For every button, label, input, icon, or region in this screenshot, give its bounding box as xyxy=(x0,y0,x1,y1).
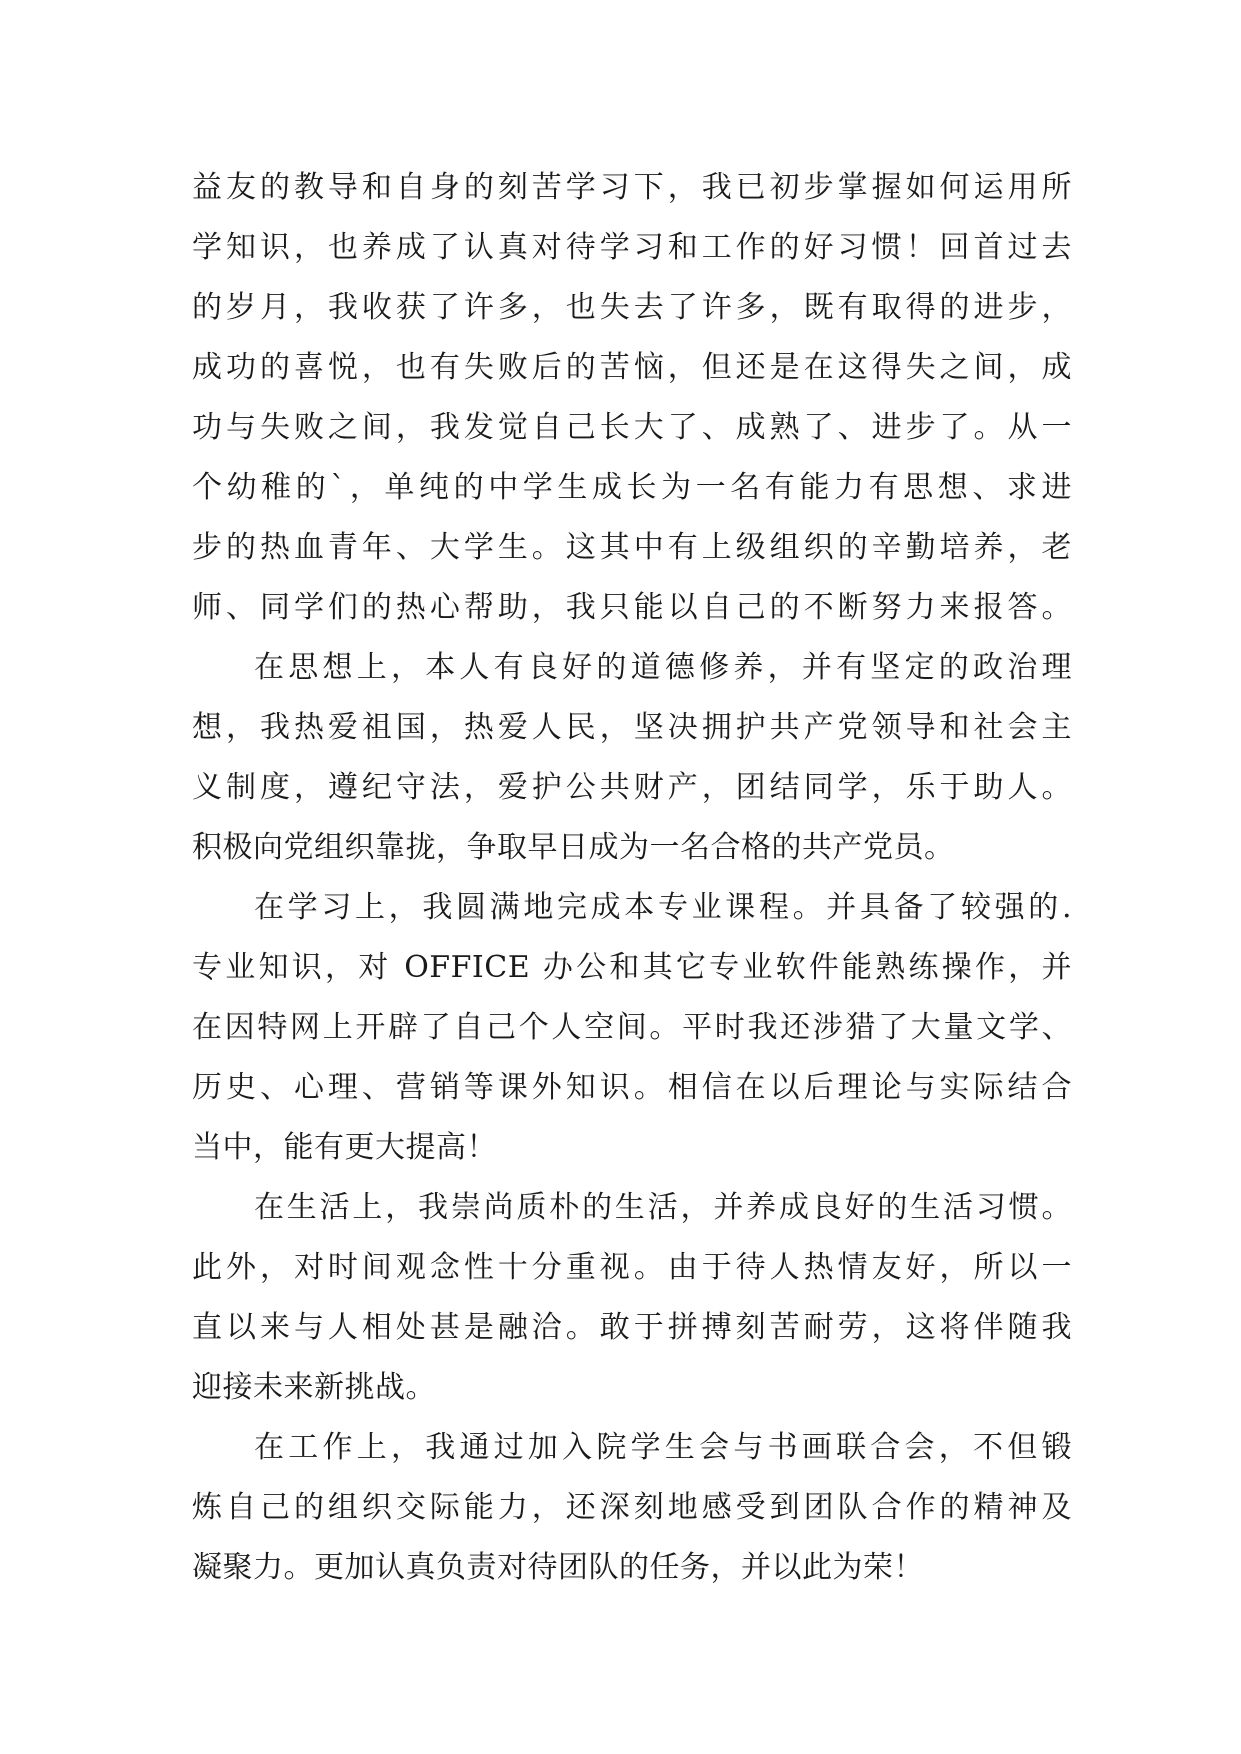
text-line: 义制度，遵纪守法，爱护公共财产，团结同学，乐于助人。 xyxy=(192,770,1072,805)
text-line: 此外，对时间观念性十分重视。由于待人热情友好，所以一 xyxy=(192,1250,1072,1285)
text-line: 成功的喜悦，也有失败后的苦恼，但还是在这得失之间，成 xyxy=(192,350,1072,385)
text-line: 迎接未来新挑战。 xyxy=(192,1370,436,1405)
text-line: 历史、心理、营销等课外知识。相信在以后理论与实际结合 xyxy=(192,1070,1072,1105)
text-line: 当中，能有更大提高！ xyxy=(192,1130,497,1165)
text-line: 学知识，也养成了认真对待学习和工作的好习惯！回首过去 xyxy=(192,230,1072,265)
text-line: 师、同学们的热心帮助，我只能以自己的不断努力来报答。 xyxy=(192,590,1072,625)
text-line: 想，我热爱祖国，热爱人民，坚决拥护共产党领导和社会主 xyxy=(192,710,1072,745)
text-line: 步的热血青年、大学生。这其中有上级组织的辛勤培养，老 xyxy=(192,530,1072,565)
text-line: 的岁月，我收获了许多，也失去了许多，既有取得的进步， xyxy=(192,290,1072,325)
text-line: 在因特网上开辟了自己个人空间。平时我还涉猎了大量文学、 xyxy=(192,1010,1072,1045)
text-line: 直以来与人相处甚是融洽。敢于拼搏刻苦耐劳，这将伴随我 xyxy=(192,1310,1072,1345)
text-line: 积极向党组织靠拢，争取早日成为一名合格的共产党员。 xyxy=(192,830,955,865)
paragraph-start-line: 在思想上，本人有良好的道德修养，并有坚定的政治理 xyxy=(254,650,1072,685)
text-line: 凝聚力。更加认真负责对待团队的任务，并以此为荣！ xyxy=(192,1550,924,1585)
body-text xyxy=(192,158,1072,1598)
text-line: 炼自己的组织交际能力，还深刻地感受到团队合作的精神及 xyxy=(192,1490,1072,1525)
paragraph-start-line: 在学习上，我圆满地完成本专业课程。并具备了较强的. xyxy=(254,890,1072,925)
text-line: 个幼稚的`，单纯的中学生成长为一名有能力有思想、求进 xyxy=(192,470,1072,505)
paragraph-start-line: 在生活上，我崇尚质朴的生活，并养成良好的生活习惯。 xyxy=(254,1190,1072,1225)
paragraph-start-line: 在工作上，我通过加入院学生会与书画联合会，不但锻 xyxy=(254,1430,1072,1465)
text-line: 专业知识，对 OFFICE 办公和其它专业软件能熟练操作，并 xyxy=(192,950,1072,985)
text-line: 功与失败之间，我发觉自己长大了、成熟了、进步了。从一 xyxy=(192,410,1072,445)
text-line: 益友的教导和自身的刻苦学习下，我已初步掌握如何运用所 xyxy=(192,170,1072,205)
